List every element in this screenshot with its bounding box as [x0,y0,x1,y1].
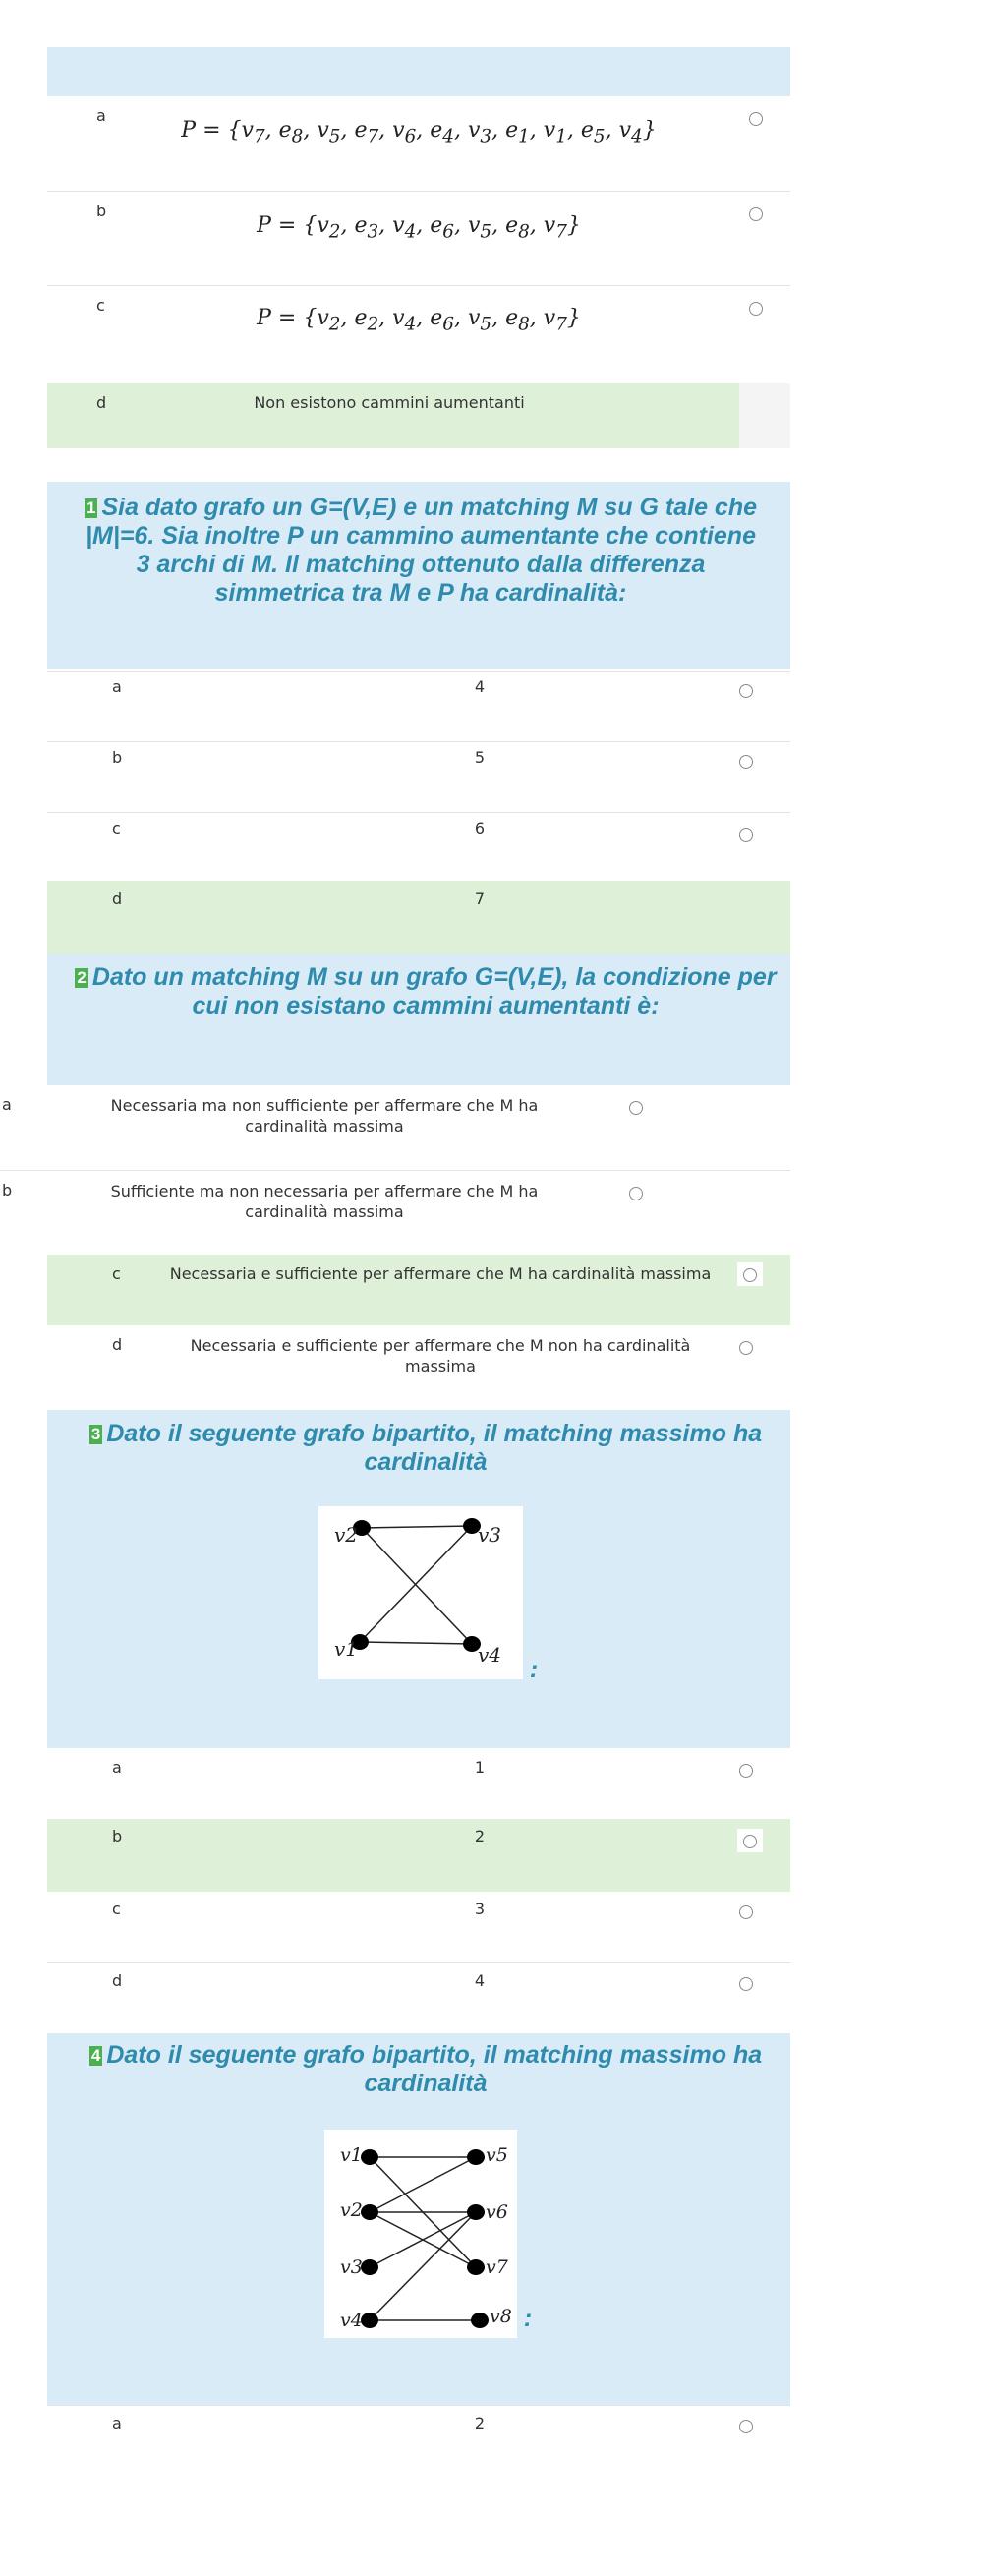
question-1-title: 1 Sia dato grafo un G=(V,E) e un matching M su G tale che |M|=6. Sia inoltre P un cammino aumentante che contiene 3 archi di M. Il matching ottenuto dalla differenza simmetrica tra M e P ha cardinalità: [86,494,758,607]
radio-button[interactable] [629,1187,643,1200]
option-row-a[interactable] [47,671,790,742]
option-row-b[interactable] [47,191,790,286]
option-row-d-correct[interactable] [47,383,790,448]
option-row-d[interactable] [47,1962,790,2030]
radio-button[interactable] [739,755,753,769]
option-letter: a [112,677,122,696]
radio-button[interactable] [743,1835,757,1848]
option-text: 7 [474,889,486,907]
option-row-d[interactable] [47,1325,790,1410]
radio-button[interactable] [739,1341,753,1355]
option-letter: b [2,1181,13,1200]
vertex-label: v3 [478,1523,502,1547]
option-text: 4 [474,677,486,696]
option-row-a[interactable] [47,2405,790,2485]
vertex-label: v5 [486,2144,508,2166]
option-formula: $P = \{v_7$, $e_8$, $v_5$, $e_7$, $v_6$, $e_4$, $v_3$, $e_1$, $v_1$, $e_5$, $v_4$} [181,118,657,147]
radio-button[interactable] [743,1268,757,1282]
option-text: 3 [474,1900,486,1918]
graph-svg [318,1506,523,1679]
option-text: 2 [474,1827,486,1845]
question-header-band [47,47,790,96]
option-row-d-correct[interactable] [47,881,790,954]
option-text: 1 [474,1758,486,1777]
option-formula: $P = \{v_2$, $e_2$, $v_4$, $e_6$, $v_5$, $e_8$, $v_7$} [257,306,581,335]
bipartite-graph-image [318,1506,523,1679]
option-letter: b [96,202,107,220]
option-text: Sufficiente ma non necessaria per affermare che M ha cardinalità massima [110,1182,539,1221]
vertex-label: v8 [490,2306,512,2327]
vertex-label: v2 [334,1523,359,1547]
radio-box[interactable] [737,1262,763,1286]
title-colon: : [529,1656,539,1683]
option-text: 5 [474,748,486,767]
option-letter: a [2,1095,12,1114]
bipartite-graph-image [324,2130,517,2338]
radio-box[interactable] [739,383,790,448]
option-row-b[interactable] [47,741,790,813]
vertex-label: v3 [340,2256,363,2278]
option-row-a[interactable] [47,1748,790,1819]
option-text: 6 [474,819,486,838]
option-text: 2 [474,2414,486,2432]
option-text: Non esistono cammini aumentanti [254,393,525,412]
option-letter: a [112,1758,122,1777]
question-2-title: 2 Dato un matching M su un grafo G=(V,E), la condizione per cui non esistano cammini aumentanti è: [77,964,777,1020]
option-letter: c [96,296,105,315]
question-4-title: 4 Dato il seguente grafo bipartito, il matching massimo ha cardinalità [90,2041,763,2097]
question-number-badge: 3 [90,1425,101,1444]
option-row-c[interactable] [47,1892,790,1962]
radio-button[interactable] [629,1101,643,1115]
option-row-c[interactable] [47,812,790,882]
radio-button[interactable] [739,1764,753,1778]
option-letter: c [112,1900,121,1918]
vertex-label: v4 [478,1643,502,1667]
radio-button[interactable] [739,2420,753,2433]
radio-box[interactable] [737,1829,763,1852]
option-letter: c [112,1264,121,1283]
question-number-badge: 2 [77,968,87,988]
option-text: Necessaria ma non sufficiente per affermare che M ha cardinalità massima [110,1096,539,1136]
option-letter: d [112,889,123,907]
option-letter: d [112,1971,123,1990]
radio-button[interactable] [749,112,763,126]
option-letter: b [112,748,123,767]
option-row-b-correct[interactable] [47,1819,790,1892]
option-letter: d [112,1335,123,1354]
graph-svg [324,2130,517,2338]
radio-button[interactable] [739,828,753,842]
option-letter: a [112,2414,122,2432]
question-number-badge: 1 [86,498,96,518]
vertex-label: v6 [486,2201,508,2223]
option-text: 4 [474,1971,486,1990]
option-row-a[interactable] [0,1085,790,1170]
option-row-b[interactable] [0,1170,790,1256]
question-number-badge: 4 [90,2046,101,2066]
option-row-c-correct[interactable] [47,1255,790,1325]
option-letter: a [96,106,106,125]
radio-button[interactable] [749,207,763,221]
option-letter: c [112,819,121,838]
option-row-c[interactable] [47,285,790,381]
radio-button[interactable] [739,684,753,698]
radio-button[interactable] [739,1977,753,1991]
option-row-a[interactable] [47,96,790,191]
option-letter: d [96,393,107,412]
vertex-label: v7 [486,2256,508,2278]
radio-button[interactable] [739,1905,753,1919]
radio-button[interactable] [749,302,763,316]
option-text: Necessaria e sufficiente per affermare che M non ha cardinalità massima [190,1336,691,1376]
question-3-title: 3 Dato il seguente grafo bipartito, il matching massimo ha cardinalità [90,1420,763,1476]
option-formula: $P = \{v_2$, $e_3$, $v_4$, $e_6$, $v_5$, $e_8$, $v_7$} [257,213,581,243]
option-letter: b [112,1827,123,1845]
title-colon: : [523,2305,533,2332]
option-text: Necessaria e sufficiente per affermare che M ha cardinalità massima [169,1264,712,1283]
vertex-label: v1 [334,1637,359,1661]
vertex-label: v2 [340,2199,363,2221]
vertex-label: v4 [340,2310,363,2331]
vertex-label: v1 [340,2144,363,2166]
